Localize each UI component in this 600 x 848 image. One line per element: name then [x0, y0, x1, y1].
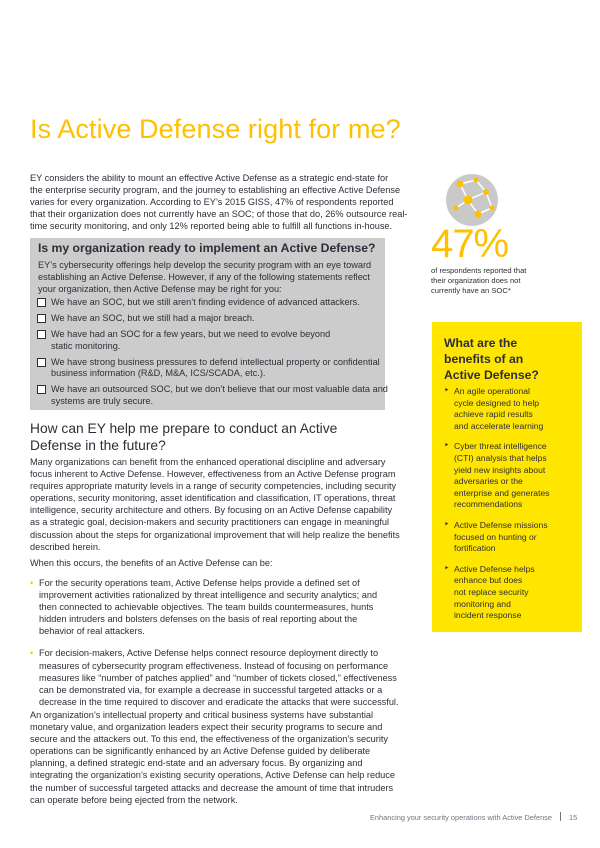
sidebar-item-line: An agile operational: [454, 386, 530, 396]
sidebar-item-line: enhance but does: [454, 575, 523, 586]
sidebar-list: [444, 386, 550, 631]
paragraph-line: monetary value, and organization leaders expect their security programs to secure and: [30, 722, 383, 733]
sidebar-item-line: Active Defense helps: [454, 563, 535, 574]
page-footer: [370, 812, 577, 822]
sidebar-item-line: focused on hunting or: [454, 531, 537, 542]
checkbox[interactable]: [37, 298, 46, 307]
paragraph-line: secure and the attackers out. To this end, the effectiveness of the organization’s security: [30, 734, 389, 745]
benefits-sidebar: [432, 322, 582, 632]
sidebar-item: [444, 520, 550, 555]
bullet-line: measures of cybersecurity program effectiveness. Instead of focusing on performance: [39, 660, 389, 671]
triangle-bullet-icon: ‣: [444, 562, 450, 573]
checklist-item-text: systems are truly secure.: [51, 396, 154, 407]
sidebar-item: [444, 441, 550, 511]
paragraph-line: When this occurs, the benefits of an Active Defense can be:: [30, 558, 273, 568]
intro-line: varies for every organization. According to EY’s 2015 GISS, 47% of respondents reported: [30, 197, 394, 208]
sidebar-item-line: and accelerate learning: [454, 420, 544, 431]
sidebar-item-line: Active Defense missions: [454, 519, 548, 530]
readiness-box: [30, 238, 388, 410]
page-title: Is Active Defense right for me?: [30, 114, 401, 144]
sidebar-title-line: What are the: [444, 336, 518, 350]
paragraph-line: the number of successful targeted attacks and decrease the amount of time that intruders: [30, 782, 394, 793]
bullet-line: For the security operations team, Active Defense helps provide a defined set of: [39, 578, 360, 588]
paragraph-line: intelligence, security architecture and others. By focusing on an Active Defense capability: [30, 505, 393, 516]
paragraph-line: Many organizations can benefit from the enhanced operational discipline and adversary: [30, 457, 386, 467]
paragraph-line: integrating the organization’s existing security operations, Active Defense can help reduce: [30, 770, 395, 781]
intro-paragraph: [30, 172, 408, 232]
intro-line: that their organization does not currently have an SOC; of those that do, 26% outsource real-: [30, 209, 408, 220]
section-paragraph-1: [30, 456, 400, 553]
sidebar-item-line: enterprise and generates: [454, 487, 550, 498]
triangle-bullet-icon: ‣: [444, 518, 450, 529]
intro-line: the enterprise security program, and the journey to establishing an effective Active Defense: [30, 185, 401, 196]
paragraph-line: requires appropriate maturity levels in a range of security competencies, including security: [30, 481, 397, 492]
footer-text: Enhancing your security operations with Active Defense: [370, 813, 552, 822]
paragraph-line: planning, a defined strategic end-state and an adversary focus. By organizing and: [30, 758, 363, 769]
paragraph-line: An organization’s intellectual property and critical business systems have substantial: [30, 710, 374, 720]
checklist-item-text: We have an outsourced SOC, but we don’t believe that our most valuable data and: [51, 384, 388, 395]
checklist-item-text: static monitoring.: [51, 340, 121, 351]
sidebar-title-line: Active Defense?: [444, 368, 539, 383]
sidebar-item-line: adversaries or the: [454, 476, 523, 487]
section-heading: [30, 420, 337, 454]
bullet-line: measures like “number of patches applied” and “number of tickets closed,” effectiveness: [39, 672, 397, 683]
checkbox[interactable]: [37, 330, 46, 339]
checklist-item-text: We have an SOC, but we still aren’t finding evidence of advanced attackers.: [51, 297, 360, 307]
sidebar-item-line: monitoring and: [454, 598, 511, 609]
checklist-item: [37, 297, 388, 309]
checkbox[interactable]: [37, 358, 46, 367]
bullet-line: can be demonstrated via, for example a decrease in successful targeted attacks or a: [39, 684, 383, 695]
sidebar-item-line: fortification: [454, 543, 496, 554]
bullet-dot-icon: •: [30, 578, 34, 588]
bullet-item: [30, 577, 399, 637]
readiness-intro-line: establishing an Active Defense. However, if any of the following statements reflect: [38, 272, 370, 283]
section-heading-line: Defense in the future?: [30, 438, 166, 454]
sidebar-item-line: Cyber threat intelligence: [454, 441, 547, 452]
bullet-dot-icon: •: [30, 648, 34, 659]
section-paragraph-2: [30, 557, 273, 569]
stat-caption: [431, 266, 526, 296]
page-number: 15: [569, 813, 578, 822]
readiness-box-intro: [38, 259, 371, 296]
stat-caption-line: their organization does not: [431, 276, 521, 285]
paragraph-line: discussion about the steps for organizational improvement that will help realize the benefits: [30, 529, 400, 540]
bullet-line: decrease in the time required to discover and eradicate the attacks that were successful.: [39, 696, 399, 707]
bullet-item: [30, 647, 399, 707]
bullet-line: then connected to achievable objectives. The team builds countermeasures, hunts: [39, 602, 374, 613]
readiness-box-title: Is my organization ready to implement an Active Defense?: [38, 241, 376, 255]
checklist-item-text: We have an SOC, but we still had a major breach.: [51, 313, 255, 323]
bullet-line: For decision-makers, Active Defense helps connect resource deployment directly to: [39, 648, 379, 659]
triangle-bullet-icon: ‣: [444, 385, 450, 395]
sidebar-item: [444, 386, 550, 432]
sidebar-item-line: (CTI) analysis that helps: [454, 452, 547, 463]
readiness-intro-line: your organization, then Active Defense may be right for you:: [38, 284, 282, 295]
sidebar-item-line: recommendations: [454, 499, 523, 510]
bullet-line: hidden intruders and bolsters defenses on the basis of real reporting about the: [39, 614, 358, 625]
checklist-item: [37, 384, 388, 407]
stat-caption-line: currently have an SOC*: [431, 286, 511, 295]
benefit-bullets: [30, 577, 399, 718]
stat-value: 47%: [431, 222, 509, 266]
paragraph-line: as a strategic goal, decision-makers and security practitioners can engage in meaningful: [30, 517, 390, 528]
sidebar-item: [444, 564, 550, 622]
checklist-item-text: We have strong business pressures to defend intellectual property or confidential: [51, 356, 380, 367]
intro-line: EY considers the ability to mount an effective Active Defense as a strategic end-state for: [30, 173, 389, 183]
bullet-line: behavior of real attackers.: [39, 626, 145, 637]
intro-line: time security monitoring, and only 12% reported being able to fulfill all functions in-house.: [30, 221, 393, 232]
readiness-checklist: [37, 297, 388, 412]
checklist-item-text: We have had an SOC for a few years, but we need to evolve beyond: [51, 329, 331, 339]
sidebar-item-line: incident response: [454, 610, 522, 621]
paragraph-line: operations can be significantly enhanced by an Active Defense guided by deliberate: [30, 746, 371, 757]
readiness-intro-line: EY’s cybersecurity offerings help develop the security program with an eye toward: [38, 260, 372, 270]
section-heading-line: How can EY help me prepare to conduct an Active: [30, 421, 338, 436]
section-paragraph-3: [30, 709, 395, 806]
sidebar-item-line: achieve rapid results: [454, 409, 533, 420]
paragraph-line: described herein.: [30, 541, 101, 552]
triangle-bullet-icon: ‣: [444, 440, 450, 451]
sidebar-item-line: not replace security: [454, 586, 529, 597]
checklist-item: [37, 357, 388, 380]
sidebar-title: [444, 335, 539, 384]
sidebar-item-line: yield new insights about: [454, 464, 546, 475]
stat-caption-line: of respondents reported that: [431, 266, 527, 275]
checkbox[interactable]: [37, 385, 46, 394]
sidebar-item-line: cycle designed to help: [454, 397, 540, 408]
checklist-item: [37, 329, 388, 352]
bullet-line: improvement activities rationalized by threat intelligence and security analytics; and: [39, 590, 378, 601]
footer-divider: [560, 812, 561, 821]
paragraph-line: focus inherent to Active Defense. However, effectiveness from an Active Defense program: [30, 469, 396, 480]
sidebar-title-line: benefits of an: [444, 352, 524, 367]
checklist-item-text: business information (R&D, M&A, ICS/SCADA, etc.).: [51, 368, 266, 379]
network-globe-icon: [440, 170, 504, 230]
checkbox[interactable]: [37, 314, 46, 323]
checklist-item: [37, 313, 388, 325]
paragraph-line: operations, security monitoring, asset identification and classification, IT operations, threat: [30, 493, 396, 504]
paragraph-line: can operate before being ejected from the network.: [30, 794, 238, 805]
